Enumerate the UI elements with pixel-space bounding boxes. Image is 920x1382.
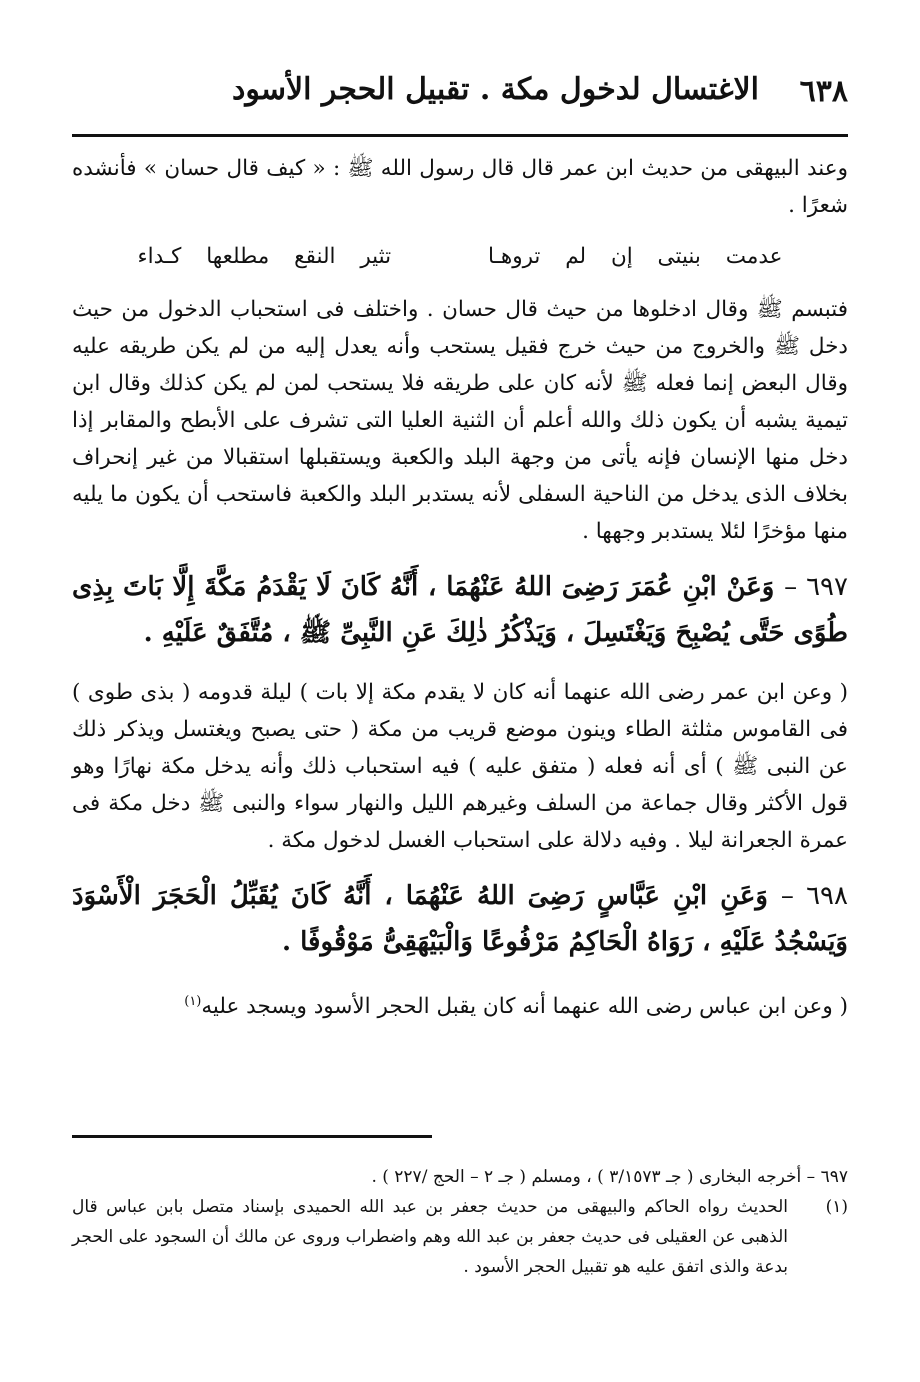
hadith-number: ٦٩٧ – <box>784 572 848 602</box>
footnote-marker: (١) <box>825 1197 848 1217</box>
footnote-1 <box>72 1192 848 1282</box>
paragraph-4 <box>72 983 848 1025</box>
footnote-reference: (١) <box>184 994 202 1009</box>
page-header <box>72 62 848 122</box>
header-rule <box>72 134 848 137</box>
footnote-text: الحديث رواه الحاكم والبيهقى من حديث جعفر بن عبد الله الحميدى بإسناد متصل بابن عباس قال الذهبى عن العقيلى فى حديث جعفر بن عبد الله وهم واضطراب وروى عن مالك أن السجود على الحجر بدعة والذى اتفق عليه هو تقبيل الحجر الأسود . <box>72 1197 788 1277</box>
hadith-text: وَعَنْ ابْنِ عُمَرَ رَضِىَ اللهُ عَنْهُمَا ، أَنَّهُ كَانَ لَا يَقْدَمُ مَكَّةَ إِلَّا بَاتَ بِذِى طُوًى حَتَّى يُصْبِحَ وَيَغْتَسِلَ ، وَيَذْكُرُ ذٰلِكَ عَنِ النَّبِىِّ ﷺ ، مُتَّفَقٌ عَلَيْهِ . <box>72 572 848 648</box>
footnote-rule <box>72 1135 432 1138</box>
hadith-text: وَعَنِ ابْنِ عَبَّاسٍ رَضِىَ اللهُ عَنْهُمَا ، أَنَّهُ كَانَ يُقَبِّلُ الْحَجَرَ الْأَسْوَدَ وَيَسْجُدُ عَلَيْهِ ، رَوَاهُ الْحَاكِمُ مَرْفُوعًا وَالْبَيْهَقِىُّ مَوْقُوفًا . <box>72 881 848 957</box>
paragraph-4-text: ( وعن ابن عباس رضى الله عنهما أنه كان يقبل الحجر الأسود ويسجد عليه <box>201 994 848 1020</box>
verse-first-hemistich: عدمت بنيتى إن لم تروهـا <box>488 244 783 269</box>
hadith-number: ٦٩٨ – <box>780 881 848 911</box>
paragraph-1: وعند البيهقى من حديث ابن عمر قال قال رسول الله ﷺ : « كيف قال حسان » فأنشده شعرًا . <box>72 156 848 218</box>
footnote-697: ٦٩٧ – أخرجه البخارى ( جـ ٣/١٥٧٣ ) ، ومسلم ( جـ ٢ – الحج /٢٢٧ ) . <box>371 1167 848 1187</box>
poetry-verse <box>72 238 848 275</box>
verse-second-hemistich: تثير النقع مطلعها كـداء <box>137 244 392 269</box>
running-title: الاغتسال لدخول مكة . تقبيل الحجر الأسود <box>232 72 759 107</box>
paragraph-3: ( وعن ابن عمر رضى الله عنهما أنه كان لا يقدم مكة إلا بات ) ليلة قدومه ( بذى طوى ) فى القاموس مثلثة الطاء وينون موضع قريب من مكة ( حتى يصبح ويغتسل ويذكر ذلك عن النبى ﷺ ) أى أنه فعله ( متفق عليه ) فيه استحباب ذلك وأنه يدخل مكة نهارًا وهو قول الأكثر وقال جماعة من السلف وغيرهم الليل والنهار سواء والنبى ﷺ دخل مكة فى عمرة الجعرانة ليلا . وفيه دلالة على استحباب الغسل لدخول مكة . <box>72 680 848 853</box>
hadith-697 <box>72 564 848 656</box>
page-number: ٦٣٨ <box>799 74 848 109</box>
paragraph-2: فتبسم ﷺ وقال ادخلوها من حيث قال حسان . واختلف فى استحباب الدخول من حيث دخل ﷺ والخروج من حيث خرج فقيل يستحب وأنه يعدل إليه من لم يكن طريقه عليه وقال البعض إنما فعله ﷺ لأنه كان على طريقه فلا يستحب لمن لم يكن كذلك وقال ابن تيمية يشبه أن يكون ذلك والله أعلم أن الثنية العليا التى تشرف على الأبطح والمقابر إذا دخل منها الإنسان فإنه يأتى من وجهة البلد والكعبة ويستقبلها استقبالا من غير إنحراف بخلاف الذى يدخل من الناحية السفلى لأنه يستدبر البلد والكعبة فاستحب أن يكون ما يليه منها مؤخرًا لئلا يستدبر وجهها . <box>72 297 848 544</box>
footnotes <box>72 1162 848 1282</box>
hadith-698 <box>72 873 848 965</box>
page-body <box>72 150 848 1025</box>
